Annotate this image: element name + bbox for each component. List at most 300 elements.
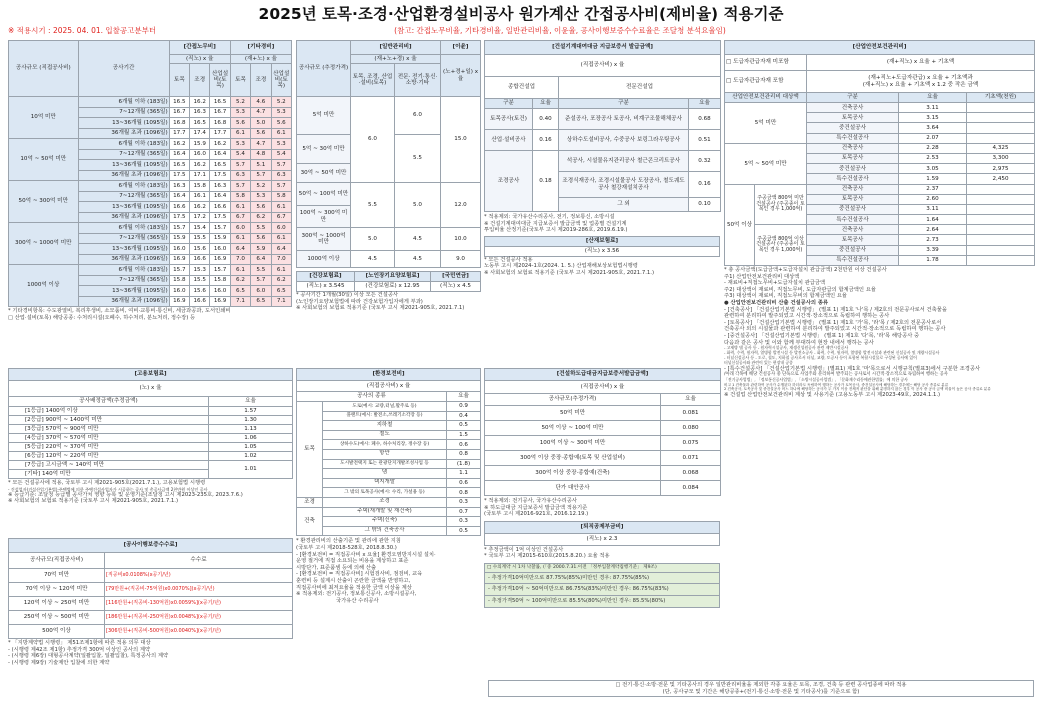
- industrial-accident-table: [484, 236, 720, 257]
- table-cell: 0.40: [533, 109, 559, 130]
- table-row: [9, 407, 293, 416]
- size-cell: 50억 ~ 300억 미만: [9, 181, 79, 223]
- rate-cell: 16.6: [190, 254, 210, 265]
- table-row: [485, 130, 721, 151]
- table-cell: 특수건설공사: [807, 174, 899, 184]
- rate-cell: 5.0: [251, 118, 271, 129]
- rate-cell: 5.3: [230, 139, 250, 150]
- table-cell: 50억 미만: [485, 406, 661, 421]
- size-cell: 100억 ~ 300억 미만: [297, 206, 351, 228]
- emp-formula: (노) x 율: [9, 381, 293, 397]
- table-cell: 중건설공사: [807, 164, 899, 174]
- rate-cell: 6.2: [271, 275, 291, 286]
- note: - (시행령 제42조 제1항) 추정가격 300억 이상인 공사의 계약: [8, 646, 151, 653]
- table-cell: [967, 184, 1035, 194]
- table-cell: 1.05: [209, 443, 293, 452]
- table-cell: 특수건설공사: [807, 215, 899, 225]
- indirect-labor-table-block: [8, 40, 292, 321]
- table-cell: 0.068: [661, 466, 721, 481]
- note: - [건축공사] 「건설산업기본법 시행령」 (별표 1) 제1호 '나'목 / 제2호의 전문공사로서 건축물을: [724, 306, 947, 313]
- table-cell: 1.78: [899, 255, 967, 265]
- rate-cell: 16.8: [169, 118, 189, 129]
- rate: 5.0: [351, 228, 395, 251]
- table-cell: 1.06: [209, 434, 293, 443]
- note: ※ 사회보험의 보험료 적용기준 (국토부 고시 제2021-905호, 2021.7.1.): [484, 270, 655, 277]
- subhead: 공사배정금액(추정금액): [9, 397, 209, 407]
- table-cell: [4등급] 370억 ~ 570억 미만: [9, 434, 209, 443]
- subhead: 구분: [485, 99, 533, 109]
- table-cell: 그 밖의 토목공사(예시: 수리, 가설용 등): [323, 488, 447, 498]
- table-cell: 0.3: [447, 497, 481, 507]
- table-row: [9, 597, 293, 611]
- table-cell: 0.8: [447, 488, 481, 498]
- rate-cell: 17.4: [190, 128, 210, 139]
- table-cell: 준설공사, 포장공사 토공사, 비계구조물해체공사: [559, 109, 689, 130]
- period-cell: 6개월 이하 (183일): [78, 139, 169, 150]
- subhead: 공사규모(추정가격): [485, 394, 661, 406]
- neg-row: - 추정가격10억 ~ 50억미만으로 86.75%(83%)미만인 경우: 86.75%(83%): [485, 583, 719, 595]
- table-cell: 2.37: [899, 184, 967, 194]
- table-cell: [6등급] 120억 ~ 220억 미만: [9, 452, 209, 461]
- note: - [환경보전비 = 직접공사비 x 요율] 환경오염방지시설 설치·: [296, 551, 436, 558]
- rate-cell: 15.8: [210, 275, 230, 286]
- subhead: 구분: [559, 99, 689, 109]
- note: - 고제방 댐 공사 등 - 원자력시설공사, 재생신성원공사 관련 제반시설공사: [724, 345, 849, 351]
- rate-cell: 16.0: [169, 286, 189, 297]
- subcol: 토목, 조경, 산업·설비(토목): [351, 64, 395, 97]
- rate-cell: 6.4: [230, 244, 250, 255]
- table-row: [485, 406, 721, 421]
- note: - (시행령 제6장) 대형공사계약(일괄입찰, 일괄입찰), 특정공사의 계약: [8, 653, 169, 660]
- table-cell: [79만원+(직공비-75억원)x0.0070%](x공기/년): [105, 583, 293, 597]
- rate-cell: 5.5: [251, 223, 271, 234]
- period-cell: 6개월 이하 (183일): [78, 265, 169, 276]
- table-cell: 3.39: [899, 245, 967, 255]
- table-cell: 조경공사: [485, 151, 533, 212]
- table-row: [297, 469, 481, 479]
- ret-head: [퇴직공제부금비]: [485, 521, 720, 533]
- size-cell: 5억 ~ 30억 미만: [297, 135, 351, 164]
- env-head: [환경보전비]: [297, 369, 481, 381]
- table-cell: 2.07: [899, 133, 967, 143]
- period-cell: 13~36개월 (1095일): [78, 202, 169, 213]
- rate-cell: 16.2: [190, 202, 210, 213]
- rate-cell: 6.2: [230, 275, 250, 286]
- table-cell: 0.075: [661, 436, 721, 451]
- table-row: [725, 103, 1035, 113]
- rate-cell: 5.6: [251, 202, 271, 213]
- table-row: [9, 223, 292, 234]
- table-cell: 1.02: [209, 452, 293, 461]
- note: ● 산업안전보건관리비 산출 건설공사의 종류: [724, 300, 829, 307]
- env-formula: (직접공사비) x 율: [297, 381, 481, 392]
- note: 「전기공사업법」, 「정보통신공사업법」, 「소방시설공사업법」, 「문화재수리등에관한법률」에 의한 공사: [724, 376, 908, 382]
- subcol: 조경: [251, 64, 271, 97]
- col-period: 공사기간: [78, 41, 169, 97]
- rate-cell: 15.7: [169, 265, 189, 276]
- size-cell: 1000억 이상: [297, 251, 351, 268]
- period-cell: 7~12개월 (365일): [78, 275, 169, 286]
- rate-cell: 16.5: [190, 118, 210, 129]
- subhead: 요율: [689, 99, 721, 109]
- etc-formula: (재+노) x 율: [230, 55, 291, 64]
- rate-cell: 5.7: [251, 170, 271, 181]
- rate-cell: 16.9: [210, 254, 230, 265]
- neg-row: - 추정가격50억 ~ 100억미만으로 85.5%(80%)미만인 경우: 85.5%(80%): [485, 595, 719, 607]
- rate-cell: 6.3: [230, 170, 250, 181]
- rate-cell: 4.7: [251, 107, 271, 118]
- table-cell: 중건설공사: [807, 245, 899, 255]
- table-cell: 단가 대안공사: [485, 481, 661, 496]
- rate-cell: 15.8: [169, 275, 189, 286]
- table-cell: 0.3: [447, 517, 481, 527]
- subcol: 토목: [169, 64, 189, 97]
- rate-cell: 17.7: [169, 128, 189, 139]
- table-row: [485, 151, 721, 172]
- rate-cell: 16.8: [210, 118, 230, 129]
- table-cell: [116만원+(직공비-130억원)x0.0059%](x공기/년): [105, 597, 293, 611]
- table-cell: 0.18: [533, 151, 559, 212]
- note: ※ 사회보험의 보험료 적용기준 (국토부 고시 제2021-905호, 2021.7.1.): [8, 498, 179, 505]
- table-cell: 토목공사(토건): [485, 109, 533, 130]
- table-row: [9, 425, 293, 434]
- rate-cell: 6.1: [271, 233, 291, 244]
- table-cell: [2등급] 900억 ~ 1400억 미만: [9, 416, 209, 425]
- rate-cell: 16.0: [169, 244, 189, 255]
- profit-rate: 9.0: [441, 251, 481, 268]
- table-cell: 토목공사: [807, 153, 899, 163]
- rate-cell: 15.6: [190, 286, 210, 297]
- period-cell: 13~36개월 (1095일): [78, 244, 169, 255]
- table-cell: 도로(예시: 교량,터널,활주로 등): [323, 402, 447, 412]
- subhead: 요율: [533, 99, 559, 109]
- period-cell: 13~36개월 (1095일): [78, 118, 169, 129]
- rate-cell: 16.5: [210, 160, 230, 171]
- employment-insurance-block: [8, 368, 293, 505]
- table-cell: 2.28: [899, 143, 967, 153]
- rate-cell: 6.0: [230, 223, 250, 234]
- table-row: [297, 478, 481, 488]
- performance-bond-table: [8, 538, 293, 639]
- rate-cell: 6.1: [271, 202, 291, 213]
- rate-cell: 5.7: [271, 181, 291, 192]
- table-cell: [5등급] 220억 ~ 370억 미만: [9, 443, 209, 452]
- subcol: 전문· 전기·통신· 소방·기타: [395, 64, 441, 97]
- table-row: [725, 143, 1035, 153]
- rate-cell: 6.1: [230, 128, 250, 139]
- note: 2 건축공사, 토목공사 및 중건설공사 어느 하나에 해당하는 공사가 두 가지 이상 전체적 판단을 위해 분명하지 않는 경우 이 공사 중 공사 금액 비율이 높은 공사 종류로 분류: [724, 387, 991, 392]
- table-cell: [967, 235, 1035, 245]
- rate-cell: 6.0: [271, 223, 291, 234]
- rate-cell: 5.7: [251, 275, 271, 286]
- table-cell: 0.071: [661, 451, 721, 466]
- table-cell: [967, 103, 1035, 113]
- period-cell: 6개월 이하 (183일): [78, 223, 169, 234]
- profit-rate: 15.0: [441, 97, 481, 183]
- subhead: 요율: [661, 394, 721, 406]
- safety-head: [산업안전보건관리비]: [725, 41, 1035, 55]
- table-cell: 0.8: [447, 449, 481, 459]
- table-cell: 1.01: [209, 461, 293, 479]
- emp-head: [고용보험료]: [9, 369, 293, 381]
- note: ※ 건설업 산업안전보건관리비 계상 및 사용기준 (고용노동부 고시 제2023-49호, 2024.1.1.): [724, 391, 941, 398]
- table-cell: [967, 113, 1035, 123]
- size-cell: 5억 미만: [725, 103, 807, 144]
- rate-cell: 16.4: [169, 149, 189, 160]
- effective-date: ※ 적용시기 : 2025. 04. 01. 입찰공고분부터: [8, 26, 157, 35]
- note: * 공사기간 1개월(30일) 이상 모든 건설공사: [296, 292, 399, 298]
- table-cell: [306만원+(직공비-500억원)x0.0040%](x공기/년): [105, 625, 293, 639]
- subcontract-bond-table: [484, 368, 721, 496]
- with-supply-formula: (재+직노+도급자관급) x 요율 + 기초액과: [868, 75, 973, 82]
- table-cell: 100억 이상 ~ 300억 미만: [485, 436, 661, 451]
- indirect-labor-formula: (직노) x 율: [169, 55, 230, 64]
- rate-cell: 4.6: [251, 97, 271, 108]
- rate-cell: 6.1: [230, 265, 250, 276]
- table-cell: 0.081: [661, 406, 721, 421]
- rate-cell: 16.3: [169, 181, 189, 192]
- period-cell: 36개월 초과 (1096일): [78, 170, 169, 181]
- subhead: 산업안전보건관리비 대상액: [725, 93, 807, 103]
- rate: 5.0: [395, 183, 441, 228]
- rate-cell: 15.9: [210, 233, 230, 244]
- note: * 모든 건설공사에 적용, 국토부 고시 제2021-905호(2021.7.1.), 고용보험법 시행령: [8, 480, 206, 486]
- rate-cell: 15.6: [190, 244, 210, 255]
- environment-cost-table: [296, 368, 481, 536]
- table-cell: 2,450: [967, 174, 1035, 184]
- note: - (시행령 제9장) 기술제안 입찰에 의한 계약: [8, 659, 110, 666]
- rate-cell: 5.7: [230, 181, 250, 192]
- rate-cell: 15.7: [210, 223, 230, 234]
- note: 투입비율 산정기준(국토부 고시 제2019-286호, 2019.6.19.): [484, 227, 628, 234]
- pension-head: [국민연금]: [431, 272, 481, 282]
- rate-cell: 15.9: [190, 139, 210, 150]
- rate-cell: 5.6: [251, 233, 271, 244]
- table-row: [9, 265, 292, 276]
- machine-rental-table: [484, 40, 721, 212]
- note: /아래 각목에 해당 건설공사 중 단독으로 사업주와 분리하여 발주되는 공사로서 시간적·장소적으로 독립하여 행하는 공사: [724, 372, 948, 378]
- rate: 5.5: [351, 183, 395, 228]
- note: (국토부 고시 제2018-528호, 2018.8.30.): [296, 544, 397, 551]
- table-cell: [967, 215, 1035, 225]
- note: 주2) 대상액이 재료비, 직접노무비, 도급자관급의 합계금액인 요율: [724, 286, 876, 293]
- note: * 「지방계약법 시행령」 제51조제1항에 따른 적용 의무 대상: [8, 640, 151, 646]
- table-row: [297, 497, 481, 507]
- table-cell: [3등급] 570억 ~ 900억 미만: [9, 425, 209, 434]
- rate-cell: 7.1: [230, 296, 250, 307]
- table-cell: [967, 123, 1035, 133]
- rate-cell: 6.5: [251, 296, 271, 307]
- rate-cell: 16.0: [210, 286, 230, 297]
- rate-cell: 5.4: [271, 149, 291, 160]
- rate-cell: 6.3: [271, 170, 291, 181]
- rate-cell: 5.3: [271, 139, 291, 150]
- rate-cell: 16.9: [169, 254, 189, 265]
- note: ※ 건설기계대여대금 지급보증서 발급금액 및 업종별 건설기계: [484, 220, 627, 227]
- table-row: [485, 451, 721, 466]
- rate-cell: 16.4: [210, 191, 230, 202]
- table-row: [297, 459, 481, 469]
- rate: 4.5: [395, 228, 441, 251]
- subcol: 산업설비(토목): [210, 64, 230, 97]
- period-cell: 7~12개월 (365일): [78, 233, 169, 244]
- table-cell: 주택(재개발 및 재건축): [323, 507, 447, 517]
- note: 주3) 대상액이 재료비, 직접노무비의 합계금액인 요율: [724, 293, 847, 300]
- accident-head: [산재보험료]: [485, 236, 720, 246]
- table-row: [9, 569, 293, 583]
- safety-cost-block: [724, 40, 1035, 398]
- table-row: [485, 466, 721, 481]
- rate: 4.5: [351, 251, 395, 268]
- table-cell: 0.9: [447, 402, 481, 412]
- table-cell: 1.64: [899, 215, 967, 225]
- table-cell: 1.5: [447, 430, 481, 440]
- table-cell: [186만원+(직공비-250억원)x0.0048%](x공기/년): [105, 611, 293, 625]
- size-cell: 50억 ~ 100억 미만: [297, 183, 351, 206]
- note: * 국토부 고시 제2015-610호(2015.8.20.) 요율 적용: [484, 553, 610, 560]
- table-cell: [기타] 140억 미만: [9, 470, 209, 479]
- period-cell: 13~36개월 (1095일): [78, 160, 169, 171]
- rate-cell: 15.3: [190, 265, 210, 276]
- table-cell: 산업·설비공사: [485, 130, 533, 151]
- rate-cell: 7.1: [271, 296, 291, 307]
- rate-cell: 5.3: [230, 107, 250, 118]
- table-cell: 70억 미만: [9, 569, 105, 583]
- table-row: [297, 421, 481, 431]
- group-cell: 건축: [297, 507, 323, 536]
- table-cell: [967, 133, 1035, 143]
- note: * 기타경비항목: 수도광열비, 복리후생비, 소모품비, 여비·교통비·통신비, 세금과공과, 도서인쇄비: [8, 308, 231, 314]
- table-row: [297, 517, 481, 527]
- table-cell: [967, 255, 1035, 265]
- rate-cell: 15.7: [210, 265, 230, 276]
- subhead: 수수료: [105, 553, 293, 569]
- table-row: [9, 139, 292, 150]
- rate-cell: 4.8: [251, 149, 271, 160]
- table-cell: [967, 194, 1035, 204]
- rate-cell: 5.6: [271, 118, 291, 129]
- group-cell: 토목: [297, 402, 323, 498]
- note: * 추정금액이 1억 이상인 건설공사: [484, 546, 564, 553]
- page-title: 2025년 토목·조경·산업환경설비공사 원가계산 간접공사비(제비율) 적용기준: [258, 5, 784, 23]
- table-row: [297, 440, 481, 450]
- table-cell: 0.084: [661, 481, 721, 496]
- table-row: [9, 452, 293, 461]
- table-cell: 3.11: [899, 204, 967, 214]
- period-cell: 13~36개월 (1095일): [78, 286, 169, 297]
- rate-cell: 16.5: [210, 97, 230, 108]
- table-cell: 상하수도설비공사, 수중공사 보링그라우팅공사: [559, 130, 689, 151]
- rate-cell: 5.3: [251, 191, 271, 202]
- rate-cell: 6.7: [271, 212, 291, 223]
- note: * 환경관리비의 산출기준 및 관리에 관한 지침: [296, 538, 401, 545]
- rate: 6.0: [351, 97, 395, 183]
- table-row: [9, 416, 293, 425]
- note: 운영 절거에 직접 소요되는 비용을 계상하고 표준: [296, 558, 409, 565]
- table-row: [9, 461, 293, 470]
- sub-head: [건설하도급대금지급보증서발급금액]: [485, 369, 721, 381]
- period-cell: 6개월 이하 (183일): [78, 181, 169, 192]
- table-cell: 0.080: [661, 421, 721, 436]
- rate-cell: 6.4: [251, 254, 271, 265]
- period-cell: 36개월 초과 (1096일): [78, 296, 169, 307]
- period-cell: 36개월 초과 (1096일): [78, 212, 169, 223]
- performance-bond-block: [8, 538, 293, 666]
- rate-cell: 16.2: [169, 139, 189, 150]
- period-cell: 7~12개월 (365일): [78, 107, 169, 118]
- table-row: [485, 421, 721, 436]
- with-supply-formula: (재+직노) x 요율 + 기초액 x 1.2 중 작은 금액: [862, 81, 979, 88]
- rate-cell: 6.0: [251, 286, 271, 297]
- table-row: [485, 481, 721, 496]
- table-row: [9, 625, 293, 639]
- note: - 재료비+직접노무비+도급자설치 관급금액: [724, 280, 826, 287]
- table-cell: 토목공사: [807, 194, 899, 204]
- table-cell: [967, 204, 1035, 214]
- note: 다음과 같은 공사 및 이와 함께 부대하여 현장 내에서 행하는 공사: [724, 339, 874, 346]
- table-cell: 1.57: [209, 407, 293, 416]
- rate-cell: 15.7: [169, 223, 189, 234]
- table-cell: 0.16: [689, 172, 721, 198]
- special-contract: 전문건설업: [559, 77, 721, 99]
- table-cell: [직공비x0.0108%(x공기/년): [105, 569, 293, 583]
- table-cell: 300억 이상 중장·종합예(토목 및 산업설비): [485, 451, 661, 466]
- table-cell: 항만: [323, 449, 447, 459]
- rate-cell: 17.5: [169, 170, 189, 181]
- rate-cell: 17.2: [190, 212, 210, 223]
- table-cell: 건축공사: [807, 143, 899, 153]
- table-cell: 지하철: [323, 421, 447, 431]
- table-cell: 2,975: [967, 164, 1035, 174]
- note: 훈련비 등 설계시 산출이 곤란한 금액을 반영하고,: [296, 577, 411, 584]
- table-cell: [1등급] 1400억 이상: [9, 407, 209, 416]
- subhead: 구분: [807, 93, 899, 103]
- rate-cell: 16.6: [169, 202, 189, 213]
- table-cell: 석공사, 시설물유지관리공사 철근콘크리트공사: [559, 151, 689, 172]
- subcol: 조경: [190, 64, 210, 97]
- rate-cell: 5.2: [251, 181, 271, 192]
- general-formula: (재+노+경) x 율: [351, 55, 441, 64]
- table-cell: 120억 이상 ~ 250억 미만: [9, 597, 105, 611]
- rate-cell: 16.9: [169, 296, 189, 307]
- rate-cell: 16.0: [190, 149, 210, 160]
- profit-rate: 10.0: [441, 228, 481, 251]
- table-cell: 3.64: [899, 123, 967, 133]
- rate-cell: 5.1: [251, 160, 271, 171]
- rate-cell: 7.0: [271, 254, 291, 265]
- table-row: [297, 507, 481, 517]
- indirect-labor-table: [8, 40, 292, 307]
- note: * 총 공사금액(도급금액+도급자설치 관급금액) 2천만원 이상 건설공사: [724, 267, 887, 273]
- table-cell: 0.32: [689, 151, 721, 172]
- period-cell: 7~12개월 (365일): [78, 149, 169, 160]
- profit-rate: 12.0: [441, 183, 481, 228]
- table-cell: 조경: [323, 497, 447, 507]
- period-cell: 7~12개월 (365일): [78, 191, 169, 202]
- table-cell: 0.5: [447, 421, 481, 431]
- table-cell: 2.53: [899, 153, 967, 163]
- table-cell: 2.64: [899, 225, 967, 235]
- rate-cell: 5.4: [230, 149, 250, 160]
- rate-cell: 7.0: [230, 254, 250, 265]
- table-cell: 3,300: [967, 153, 1035, 163]
- bottom-note-box: [488, 680, 1034, 697]
- pension-val: (직노) x 4.5: [431, 282, 481, 292]
- rate: 6.0: [395, 97, 441, 135]
- table-cell: 특수건설공사: [807, 133, 899, 143]
- rate-cell: 6.1: [271, 265, 291, 276]
- table-cell: 2.73: [899, 235, 967, 245]
